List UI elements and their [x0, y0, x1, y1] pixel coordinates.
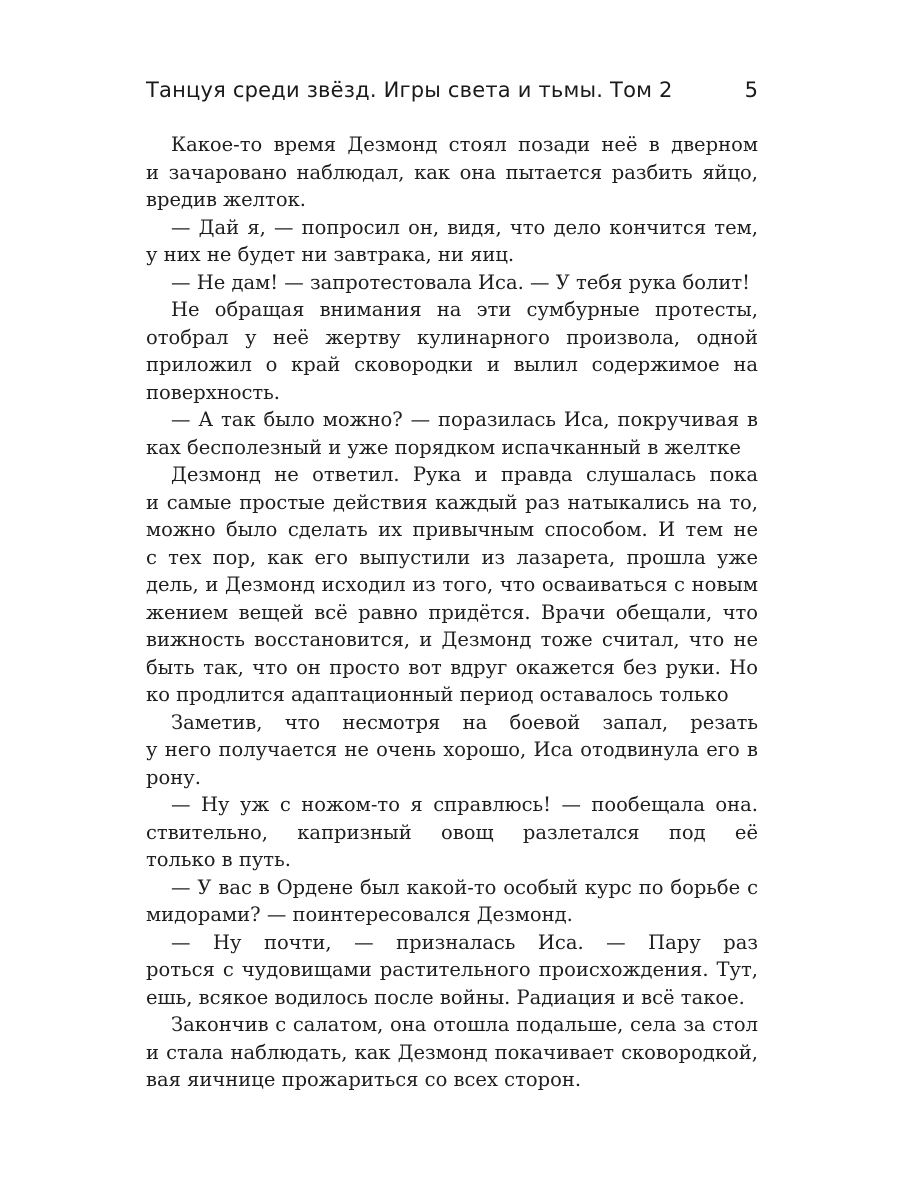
text-line: у них не будет ни завтрака, ни яиц.: [146, 243, 515, 266]
running-title: Танцуя среди звёзд. Игры света и тьмы. Том 2: [146, 78, 673, 102]
text-line: ешь, всякое водилось после войны. Радиация и всё такое.: [146, 985, 745, 1009]
text-line: мидорами? — поинтересовался Дезмонд.: [146, 903, 573, 926]
text-line: Дезмонд не ответил. Рука и правда слушалась пока: [171, 463, 758, 486]
text-line: — У вас в Ордене был какой-то особый курс по борьбе с: [171, 875, 758, 899]
text-line: у него получается не очень хорошо, Иса отодвинула его в: [146, 738, 758, 761]
text-line: только в путь.: [146, 848, 291, 871]
text-line: вредив желток.: [146, 188, 306, 211]
text-line: Закончив с салатом, она отошла подальше, села за стол: [171, 1013, 758, 1036]
text-line: ствительно, капризный овощ разлетался под её: [146, 820, 758, 844]
text-line: жением вещей всё равно придётся. Врачи обещали, что: [146, 600, 758, 624]
text-line: роться с чудовищами растительного происхождения. Тут,: [146, 958, 758, 981]
body-text: [146, 131, 758, 1094]
page-number: 5: [744, 78, 758, 102]
text-line: поверхность.: [146, 380, 280, 404]
text-line: и стала наблюдать, как Дезмонд покачивает сковородкой,: [146, 1040, 758, 1064]
text-line: и зачаровано наблюдал, как она пытается разбить яйцо,: [146, 160, 758, 184]
text-line: приложил о край сковородки и вылил содержимое на: [146, 353, 758, 376]
text-line: можно было сделать их привычным способом. И тем не: [146, 518, 758, 541]
text-line: ко продлится адаптационный период оставалось только: [146, 683, 729, 706]
text-line: и самые простые действия каждый раз натыкались на то,: [146, 490, 758, 514]
text-line: Заметив, что несмотря на боевой запал, резать: [171, 710, 758, 734]
running-head: [146, 78, 758, 106]
text-line: рону.: [146, 765, 201, 789]
text-line: с тех пор, как его выпустили из лазарета, прошла уже: [146, 545, 758, 569]
text-line: ках бесполезный и уже порядком испачканный в желтке: [146, 435, 741, 459]
text-line: — Ну уж с ножом-то я справлюсь! — пообещала она.: [171, 793, 758, 816]
text-line: отобрал у неё жертву кулинарного произвола, одной: [146, 325, 758, 349]
text-line: быть так, что он просто вот вдруг окажется без руки. Но: [146, 655, 758, 679]
text-line: вижность восстановится, и Дезмонд тоже считал, что не: [146, 628, 758, 651]
text-line: — А так было можно? — поразилась Иса, покручивая в: [171, 408, 758, 431]
text-line: — Дай я, — попросил он, видя, что дело кончится тем,: [171, 215, 758, 239]
text-line: Не обращая внимания на эти сумбурные протесты,: [171, 298, 758, 321]
text-line: Какое-то время Дезмонд стоял позади неё в дверном: [171, 133, 758, 156]
text-line: — Не дам! — запротестовала Иса. — У тебя рука болит!: [171, 270, 751, 294]
text-line: дель, и Дезмонд исходил из того, что осваиваться с новым: [146, 573, 758, 596]
text-line: вая яичнице прожариться со всех сторон.: [146, 1068, 582, 1091]
text-line: — Ну почти, — призналась Иса. — Пару раз: [171, 930, 758, 954]
